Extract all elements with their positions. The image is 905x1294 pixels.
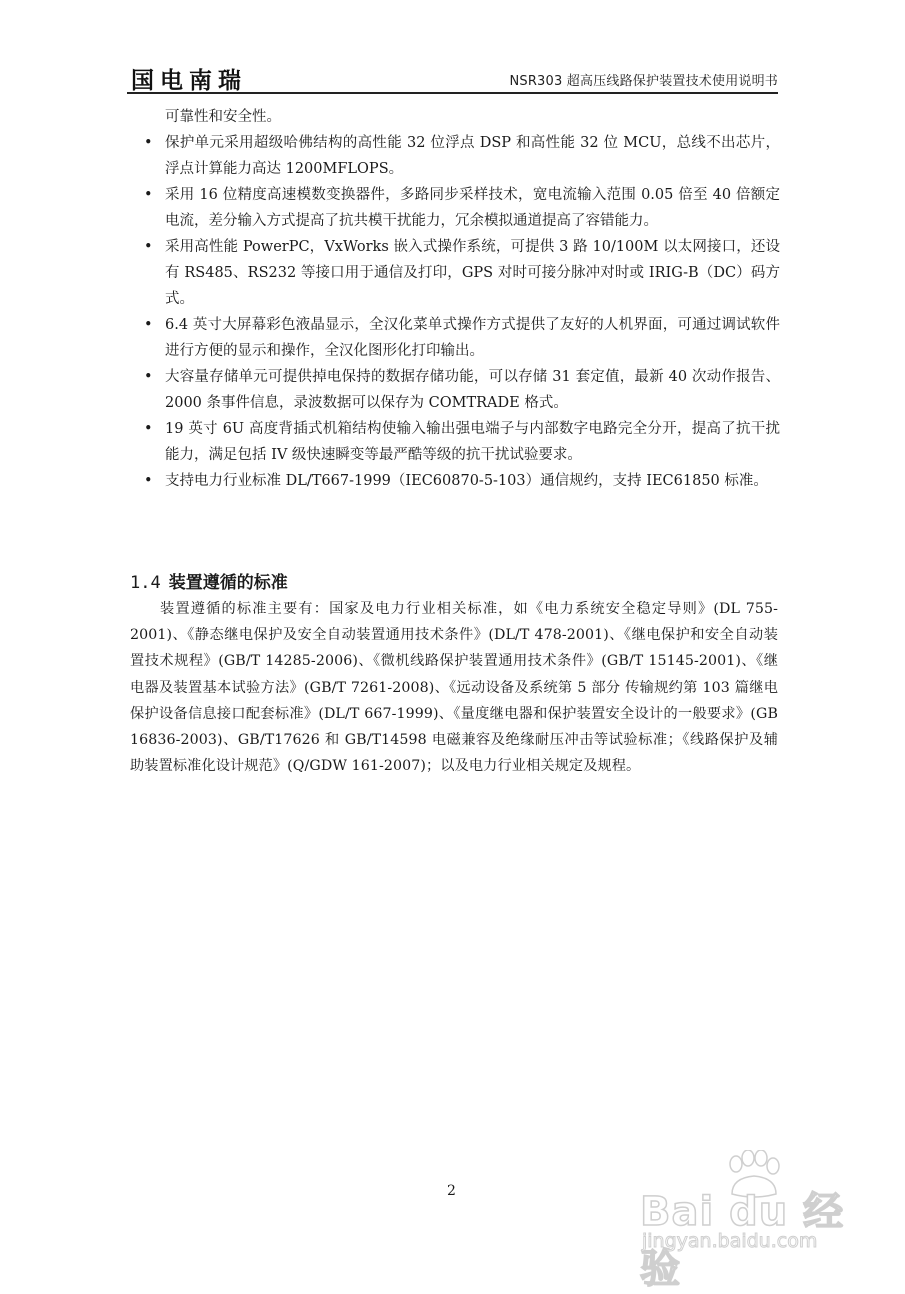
- list-item: • 6.4 英寸大屏幕彩色液晶显示，全汉化菜单式操作方式提供了友好的人机界面，可通过调试软件进行方便的显示和操作，全汉化图形化打印输出。: [132, 312, 780, 364]
- list-item: • 大容量存储单元可提供掉电保持的数据存储功能，可以存储 31 套定值，最新 40 次动作报告、2000 条事件信息，录波数据可以保存为 COMTRADE 格式。: [132, 364, 780, 416]
- bullet-icon: •: [144, 135, 153, 151]
- page-number: 2: [447, 1183, 456, 1199]
- watermark-brand: Bai du 经验: [640, 1189, 845, 1292]
- section-title-text: 装置遵循的标准: [168, 573, 288, 593]
- bullet-icon: •: [144, 369, 153, 385]
- continuation-text: 可靠性和安全性。: [165, 109, 281, 125]
- company-logo: 国电南瑞: [131, 68, 247, 94]
- bullet-icon: •: [144, 239, 153, 255]
- bullet-icon: •: [144, 473, 153, 489]
- section-heading: [130, 568, 288, 593]
- watermark-url: jingyan.baidu.com: [642, 1230, 818, 1252]
- list-item: • 保护单元采用超级哈佛结构的高性能 32 位浮点 DSP 和高性能 32 位 MCU，总线不出芯片，浮点计算能力高达 1200MFLOPS。: [132, 130, 780, 182]
- bullet-icon: •: [144, 317, 153, 333]
- list-item: • 采用 16 位精度高速模数变换器件，多路同步采样技术，宽电流输入范围 0.05 倍至 40 倍额定电流，差分输入方式提高了抗共模干扰能力，冗余模拟通道提高了容错能力。: [132, 182, 780, 234]
- document-title: NSR303 超高压线路保护装置技术使用说明书: [509, 74, 778, 89]
- page-header: [127, 62, 778, 94]
- list-item: • 支持电力行业标准 DL/T667-1999（IEC60870-5-103）通信规约，支持 IEC61850 标准。: [132, 468, 780, 494]
- list-item: • 采用高性能 PowerPC，VxWorks 嵌入式操作系统，可提供 3 路 10/100M 以太网接口，还设有 RS485、RS232 等接口用于通信及打印，GPS 对时可接分脉冲对时或 IRIG-B（DC）码方式。: [132, 234, 780, 312]
- bullet-icon: •: [144, 421, 153, 437]
- list-item: • 19 英寸 6U 高度背插式机箱结构使输入输出强电端子与内部数字电路完全分开，提高了抗干扰能力，满足包括 IV 级快速瞬变等最严酷等级的抗干扰试验要求。: [132, 416, 780, 468]
- section-paragraph: 装置遵循的标准主要有：国家及电力行业相关标准，如《电力系统安全稳定导则》(DL 755-2001)、《静态继电保护及安全自动装置通用技术条件》(DL/T 478-2001)、《继电保护和安全自动装置技术规程》(GB/T 14285-2006)、《微机线路保护装置通用技术条件》(GB/T 15145-2001)、《继电器及装置基本试验方法》(GB/T 7261-2008)、《远动设备及系统第 5 部分 传输规约第 103 篇继电保护设备信息接口配套标准》(DL/T 667-1999)、《量度继电器和保护装置安全设计的一般要求》(GB 16836-2003)、GB/T17626 和 GB/T14598 电磁兼容及绝缘耐压冲击等试验标准；《线路保护及辅助装置标准化设计规范》(Q/GDW 161-2007)；以及电力行业相关规定及规程。: [130, 601, 778, 775]
- feature-list: [132, 130, 780, 494]
- baidu-watermark: [640, 1150, 880, 1292]
- section-number: 1.4: [130, 573, 161, 593]
- bullet-icon: •: [144, 187, 153, 203]
